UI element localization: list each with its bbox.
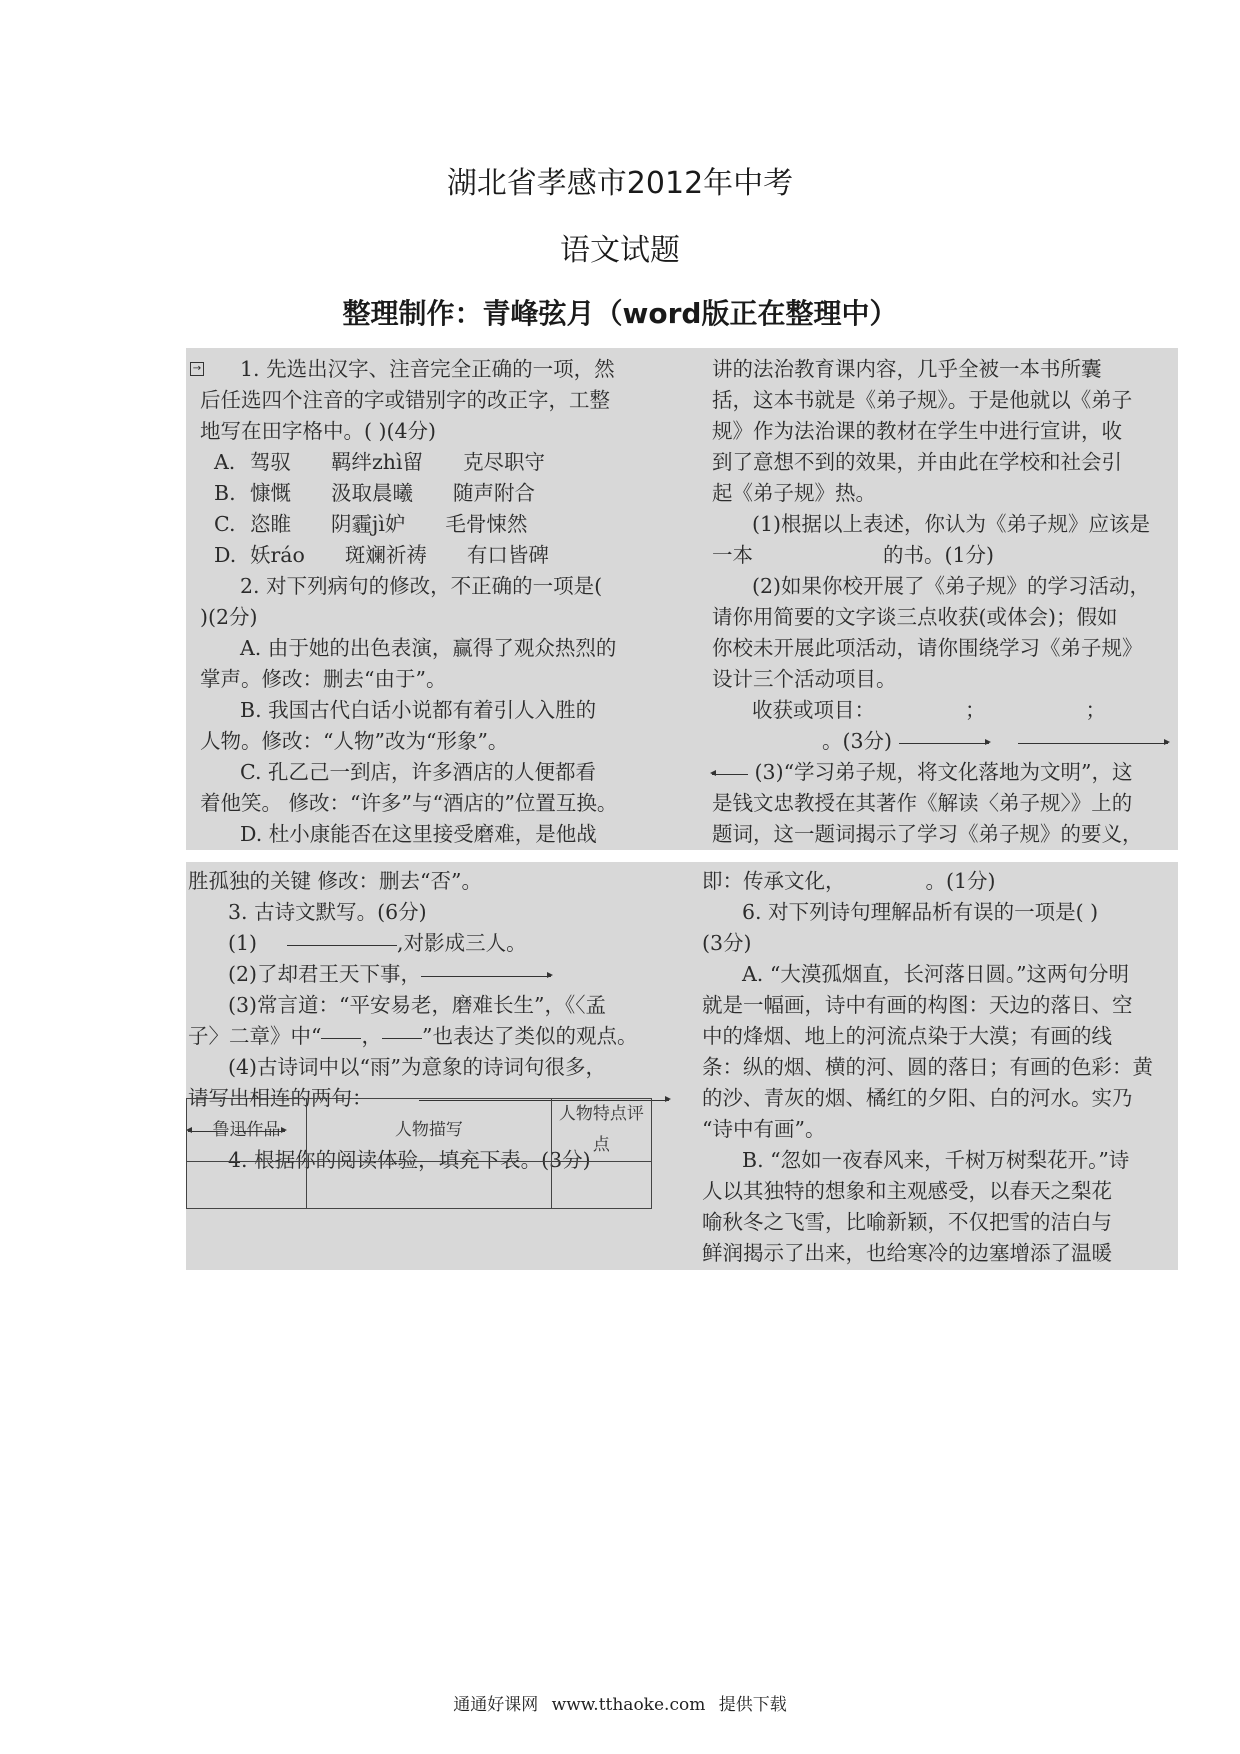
q3-item-2: (2)了却君王天下事， [188, 959, 700, 990]
table-header: 人物特点评点 [551, 1099, 651, 1162]
q6-title-line: (3分) [702, 931, 752, 955]
subq-3: (3)“学习弟子规，将文化落地为文明”，这 [712, 757, 1178, 788]
passage-line: 起《弟子规》热。 [712, 481, 876, 505]
answer-row-end: 。(3分) [712, 726, 1178, 757]
passage-line: 讲的法治教育课内容，几乎全被一本书所囊 [712, 357, 1102, 381]
q4-title: 4. 根据你的阅读体验，填充下表。(3分) [228, 1148, 591, 1172]
page-subtitle: 语文试题 [560, 233, 680, 268]
q1-option: A. 驾驭 羁绊zhì留 克尽职守 [214, 450, 546, 474]
footer-url-link[interactable]: www.tthaoke.com [551, 1695, 706, 1715]
q2-item: C. 孔乙己一到店，许多酒店的人便都看 [240, 760, 596, 784]
answer-arrow-icon [1018, 741, 1168, 744]
q2-line: 2. 对下列病句的修改，不正确的一项是( [240, 574, 603, 598]
q2-item: 掌声。修改：删去“由于”。 [200, 667, 447, 691]
q1-option: B. 慷慨 汲取晨曦 随声附合 [214, 481, 535, 505]
q6-option-b-line: 喻秋冬之飞雪，比喻新颖，不仅把雪的洁白与 [702, 1210, 1112, 1234]
q2-item: B. 我国古代白话小说都有着引人入胜的 [240, 698, 597, 722]
passage-line: 括，这本书就是《弟子规》。于是他就以《弟子 [712, 388, 1133, 412]
q2-item: A. 由于她的出色表演，赢得了观众热烈的 [240, 636, 617, 660]
subq-2-line: 设计三个活动项目。 [712, 667, 897, 691]
q6-option-b-line: 人以其独特的想象和主观感受，以春天之梨花 [702, 1179, 1112, 1203]
page-credit: 整理制作：青峰弦月（word版正在整理中） [342, 297, 898, 330]
q6-option-a-line: 的沙、青灰的烟、橘红的夕阳、白的河水。实乃 [702, 1086, 1133, 1110]
table-cell [307, 1162, 552, 1209]
reading-table [186, 1098, 652, 1209]
table-cell [551, 1162, 651, 1209]
table-cell [187, 1162, 307, 1209]
scan-lower-right [700, 862, 1178, 1270]
q2-item: D. 杜小康能否在这里接受磨难，是他战 [240, 822, 597, 846]
q6-option-b-line: 鲜润揭示了出来，也给寒冷的边塞增添了温暖 [702, 1241, 1112, 1265]
q6-option-b: B. “忽如一夜春风来，千树万树梨花开。”诗 [742, 1148, 1130, 1172]
q1-option: C. 恣睢 阴霾jì妒 毛骨悚然 [214, 512, 528, 536]
q3-item-3-line: 子〉二章》中“ ， ”也表达了类似的观点。 [188, 1024, 638, 1048]
scan-upper-right [700, 348, 1178, 850]
footer-site: 通通好课网 [453, 1695, 539, 1715]
q6-option-a-line: 就是一幅画，诗中有画的构图：天边的落日、空 [702, 993, 1133, 1017]
q3-title: 3. 古诗文默写。(6分) [228, 900, 427, 924]
q1-option: D. 妖ráo 斑斓祈祷 有口皆碑 [214, 543, 549, 567]
subq-1: (1)根据以上表述，你认为《弟子规》应该是 [752, 512, 1151, 536]
passage-line: 到了意想不到的效果，并由此在学校和社会引 [712, 450, 1122, 474]
subq-3-line: 题词，这一题词揭示了学习《弟子规》的要义， [712, 822, 1143, 846]
table-header: 鲁迅作品 [187, 1099, 307, 1162]
subq-2: (2)如果你校开展了《弟子规》的学习活动， [752, 574, 1151, 598]
answer-arrow-icon [712, 772, 748, 775]
scan-upper-left [186, 348, 700, 850]
subq-3-continued: 即：传承文化， 。(1分) [702, 869, 996, 893]
q2-item: 着他笑。 修改：“许多”与“酒店的”位置互换。 [200, 791, 618, 815]
q1-line: 后任选四个注音的字或错别字的改正字，工整 [200, 388, 610, 412]
q2-continued: 胜孤独的关键 修改：删去“否”。 [188, 869, 482, 893]
q6-option-a-line: “诗中有画”。 [702, 1117, 826, 1141]
q3-item-3: (3)常言道：“平安易老，磨难长生”，《〈孟 [228, 993, 606, 1017]
q2-line: )(2分) [200, 605, 258, 629]
arrow-marker-icon: → [190, 362, 204, 376]
table-header: 人物描写 [307, 1099, 552, 1162]
answer-row: 收获或项目： ； ； [752, 698, 1106, 722]
answer-arrow-icon [421, 974, 551, 977]
q6-option-a-line: 中的烽烟、地上的河流点染于大漠；有画的线 [702, 1024, 1112, 1048]
q3-item-1: (1) ,对影成三人。 [228, 931, 527, 955]
q6-option-a-line: 条：纵的烟、横的河、圆的落日；有画的色彩：黄 [702, 1055, 1153, 1079]
subq-2-line: 请你用简要的文字谈三点收获(或体会)；假如 [712, 605, 1118, 629]
subq-2-line: 你校未开展此项活动，请你围绕学习《弟子规》 [712, 636, 1143, 660]
answer-arrow-icon [899, 741, 989, 744]
page-title: 湖北省孝感市2012年中考 [446, 166, 794, 201]
footer-note: 提供下载 [718, 1695, 787, 1715]
q3-item-4-line: 请写出相连的两句： [188, 1083, 700, 1114]
page-footer [0, 1690, 1240, 1715]
q1-line: 1. 先选出汉字、注音完全正确的一项，然 [240, 357, 615, 381]
q6-title: 6. 对下列诗句理解品析有误的一项是( ) [742, 900, 1099, 924]
subq-1-blank-line: 一本 的书。(1分) [712, 543, 995, 567]
q6-option-a: A. “大漠孤烟直，长河落日圆。”这两句分明 [742, 962, 1130, 986]
q3-item-4: (4)古诗词中以“雨”为意象的诗词句很多， [228, 1055, 606, 1079]
q1-line: 地写在田字格中。( )(4分) [200, 419, 437, 443]
scan-lower-left [186, 862, 700, 1270]
passage-line: 规》作为法治课的教材在学生中进行宣讲，收 [712, 419, 1122, 443]
subq-3-line: 是钱文忠教授在其著作《解读〈弟子规〉》上的 [712, 791, 1133, 815]
q2-item: 人物。修改：“人物”改为“形象”。 [200, 729, 509, 753]
